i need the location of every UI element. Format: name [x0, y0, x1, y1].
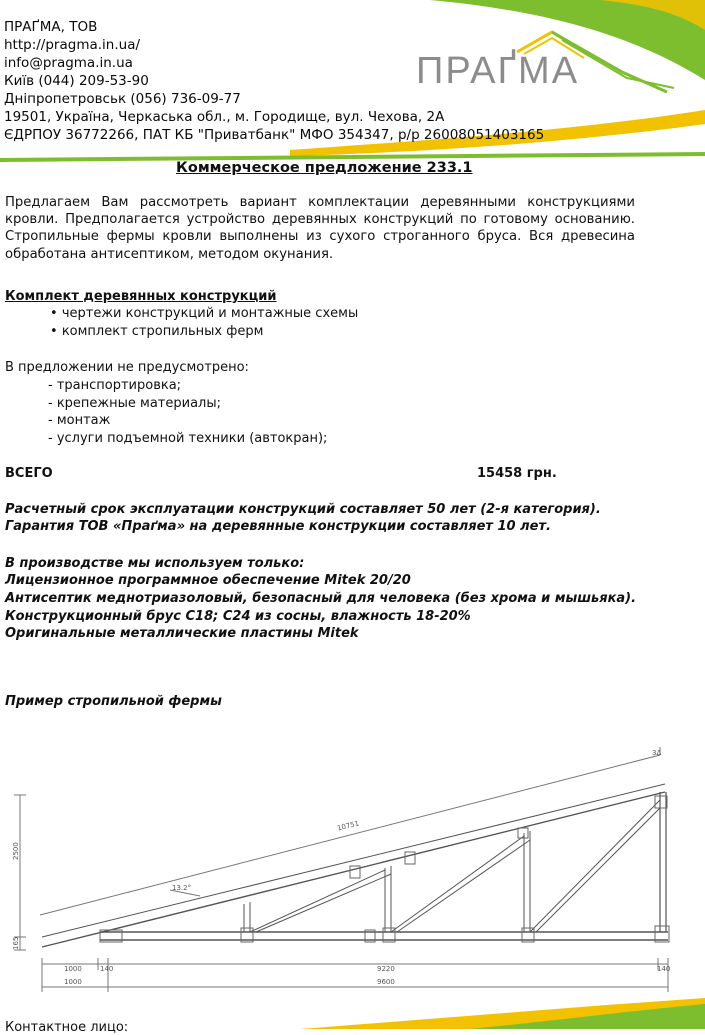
logo-text: ПРАҐМА: [416, 50, 580, 92]
excluded-item: - услуги подъемной техники (автокран);: [48, 431, 328, 446]
phone-dnipro: Дніпропетровськ (056) 736-09-77: [4, 91, 241, 107]
example-heading: Пример стропильной фермы: [5, 694, 222, 709]
dim-row2-total: 9600: [377, 978, 395, 986]
total-label: ВСЕГО: [5, 466, 53, 481]
dim-top-length: 10751: [336, 819, 360, 833]
dim-top-right: 3Δ: [652, 749, 662, 757]
dim-angle: 13.2°: [172, 884, 192, 892]
kit-item: • комплект стропильных ферм: [50, 324, 264, 339]
dim-height-small: 165: [12, 936, 20, 950]
dim-row2-left: 1000: [64, 978, 82, 986]
company-email-link[interactable]: info@pragma.in.ua: [4, 55, 133, 71]
company-url-link[interactable]: http://pragma.in.ua/: [4, 37, 141, 53]
excluded-item: - транспортировка;: [48, 378, 182, 393]
production-item: Лицензионное программное обеспечение Mitek 20/20: [5, 573, 411, 588]
kit-item-label: комплект стропильных ферм: [61, 324, 264, 339]
production-heading: В производстве мы используем только:: [5, 556, 305, 571]
dim-row1-left-plate: 140: [100, 965, 114, 973]
service-life-line: Расчетный срок эксплуатации конструкций составляет 50 лет (2-я категория).: [5, 502, 601, 517]
company-name: ПРАҐМА, ТОВ: [4, 19, 98, 35]
company-logo: [412, 30, 692, 110]
company-address: 19501, Україна, Черкаська обл., м. Городище, вул. Чехова, 2А: [4, 109, 445, 125]
warranty-line: Гарантия ТОВ «Праґма» на деревянные конструкции составляет 10 лет.: [5, 519, 551, 534]
dim-height: 2500: [12, 842, 20, 860]
intro-paragraph: Предлагаем Вам рассмотреть вариант комплектации деревянными конструкциями кровли. Предполагается устройство деревянных конструкций по готовому основанию. Стропильные фермы кровли выполнены из сухого строганного бруса. Вся древесина обработана антисептиком, методом окунания.: [5, 195, 635, 262]
truss-drawing: [0, 740, 705, 1000]
contact-person-label: Контактное лицо:: [5, 1020, 129, 1035]
kit-item: • чертежи конструкций и монтажные схемы: [50, 306, 359, 321]
total-value: 15458 грн.: [477, 466, 557, 481]
production-item: Антисептик меднотриазоловый, безопасный для человека (без хрома и мышьяка).: [5, 591, 637, 606]
dim-row1-span: 9220: [377, 965, 395, 973]
excluded-item: - монтаж: [48, 413, 111, 428]
dim-row1-left: 1000: [64, 965, 82, 973]
excluded-heading: В предложении не предусмотрено:: [5, 360, 249, 375]
company-bank-details: ЄДРПОУ 36772266, ПАТ КБ "Приватбанк" МФО 354347, р/р 26008051403165: [4, 127, 545, 143]
kit-heading: Комплект деревянных конструкций: [5, 289, 277, 304]
production-item: Оригинальные металлические пластины Mitek: [5, 626, 359, 641]
phone-kyiv: Київ (044) 209-53-90: [4, 73, 149, 89]
excluded-item: - крепежные материалы;: [48, 396, 221, 411]
production-item: Конструкционный брус С18; С24 из сосны, влажность 18-20%: [5, 609, 471, 624]
kit-item-label: чертежи конструкций и монтажные схемы: [61, 306, 359, 321]
dim-row1-right-plate: 140: [657, 965, 671, 973]
document-title: Коммерческое предложение 233.1: [176, 160, 473, 176]
